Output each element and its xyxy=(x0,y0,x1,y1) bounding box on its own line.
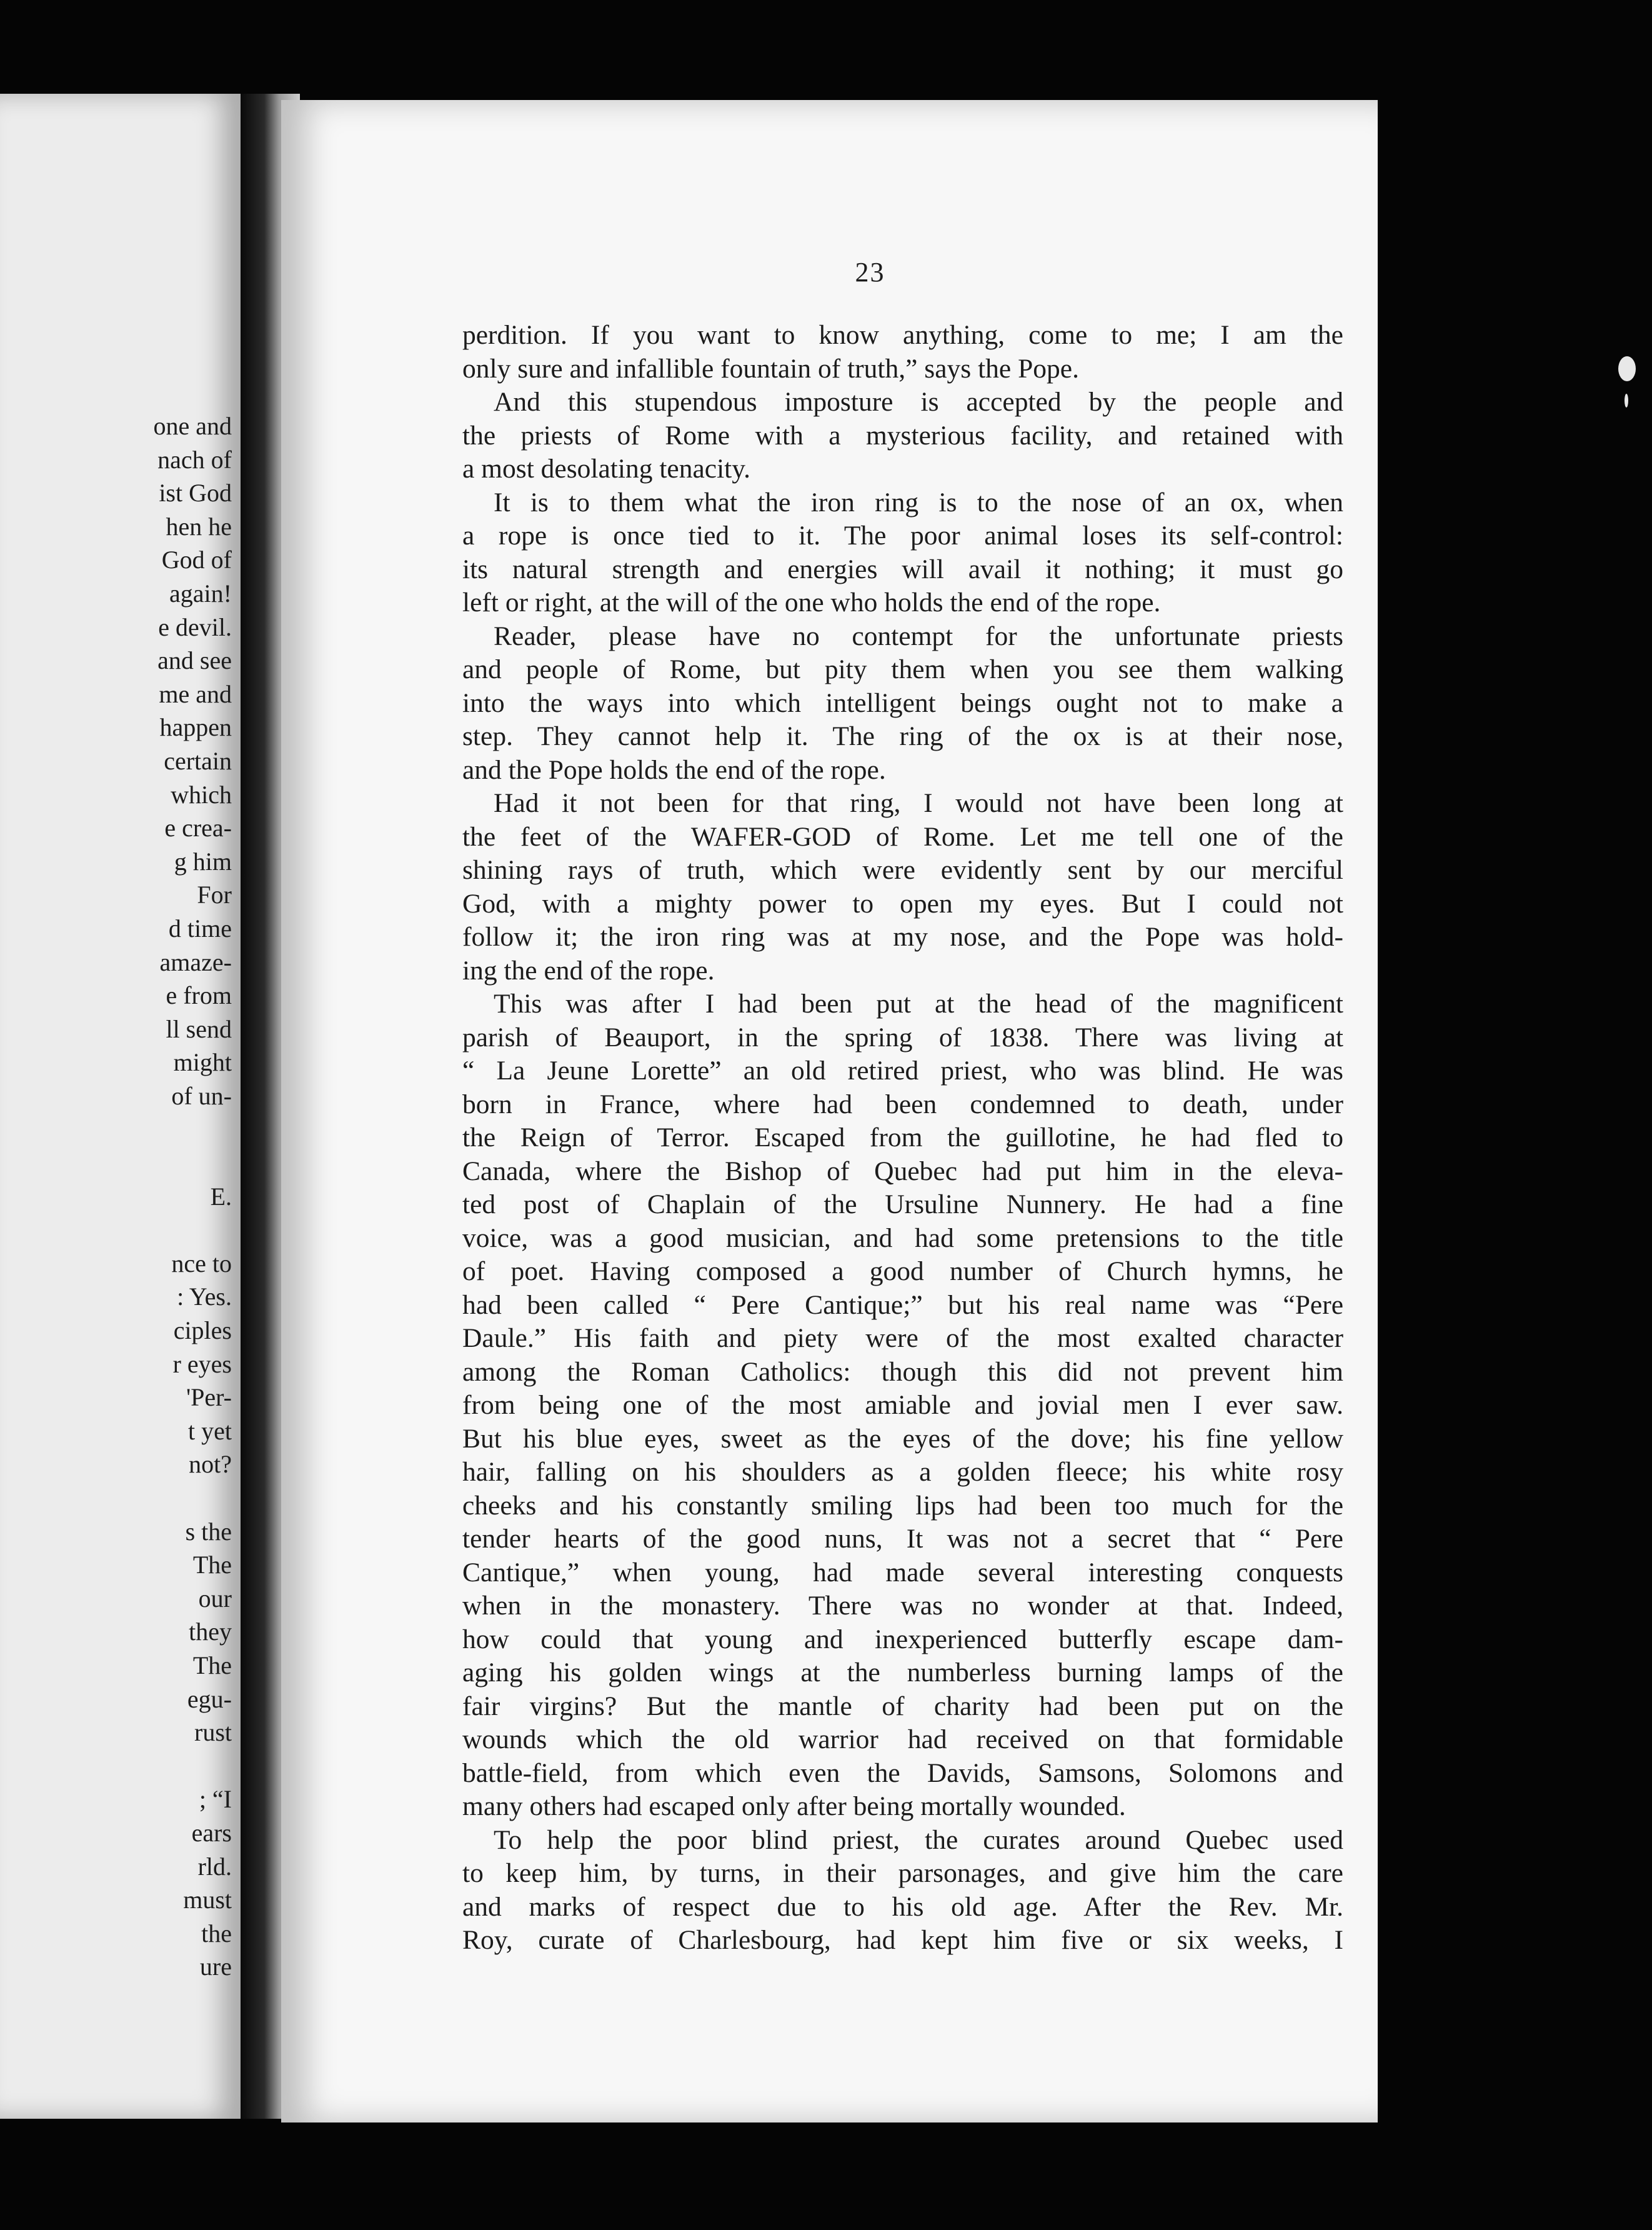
margin-speck xyxy=(1618,356,1636,381)
facing-page-line: hen he xyxy=(166,512,232,541)
facing-page-line: : Yes. xyxy=(177,1282,232,1311)
text-line: hair, falling on his shoulders as a golden fleece; his white rosy xyxy=(462,1457,1343,1487)
facing-page-line: e devil. xyxy=(158,612,232,641)
facing-page-line: certain xyxy=(164,746,232,775)
facing-page-line xyxy=(44,1213,232,1247)
text-line: cheeks and his constantly smiling lips had been too much for the xyxy=(462,1490,1343,1521)
facing-page-line: me and xyxy=(159,679,232,708)
text-line: Reader, please have no contempt for the unfortunate priests xyxy=(494,621,1343,651)
facing-page-line: nach of xyxy=(157,445,232,474)
facing-page-line: ist God xyxy=(159,479,232,508)
text-line: Roy, curate of Charlesbourg, had kept him five or six weeks, I xyxy=(462,1925,1343,1955)
text-line: Had it not been for that ring, I would not have been long at xyxy=(494,788,1343,818)
facing-page-line: God of xyxy=(161,546,232,574)
text-line: ted post of Chaplain of the Ursuline Nunnery. He had a fine xyxy=(462,1189,1343,1219)
facing-page-left xyxy=(0,94,241,2119)
facing-page-line: they xyxy=(189,1618,232,1646)
facing-page-line: might xyxy=(173,1048,232,1077)
text-line: Canada, where the Bishop of Quebec had put him in the eleva- xyxy=(462,1156,1343,1186)
text-line: its natural strength and energies will avail it nothing; it must go xyxy=(462,554,1343,584)
facing-page-line: E. xyxy=(210,1182,232,1211)
facing-page-text xyxy=(44,409,232,1984)
facing-page-line: The xyxy=(192,1551,232,1579)
text-line: when in the monastery. There was no wonder at that. Indeed, xyxy=(462,1591,1343,1621)
text-line: God, with a mighty power to open my eyes. But I could not xyxy=(462,888,1343,919)
facing-page-line xyxy=(44,1112,232,1146)
text-line: It is to them what the iron ring is to the nose of an ox, when xyxy=(494,487,1343,518)
facing-page-line: ure xyxy=(199,1952,232,1981)
facing-page-line: r eyes xyxy=(172,1349,232,1378)
text-line: And this stupendous imposture is accepted by the people and xyxy=(494,387,1343,417)
text-line: from being one of the most amiable and jovial men I ever saw. xyxy=(462,1390,1343,1420)
text-line: aging his golden wings at the numberless burning lamps of the xyxy=(462,1658,1343,1688)
text-line: ing the end of the rope. xyxy=(462,955,715,986)
facing-page-line: g him xyxy=(174,847,232,876)
facing-page-line: the xyxy=(201,1919,232,1948)
text-line: many others had escaped only after being mortally wounded. xyxy=(462,1791,1126,1821)
facing-page-line: ; “I xyxy=(199,1785,232,1814)
text-line: To help the poor blind priest, the curates around Quebec used xyxy=(494,1824,1343,1855)
facing-page-line: For xyxy=(197,881,232,909)
text-line: follow it; the iron ring was at my nose, and the Pope was hold- xyxy=(462,922,1343,952)
facing-page-line: must xyxy=(183,1886,232,1914)
facing-page-line: of un- xyxy=(171,1081,232,1110)
text-line: tender hearts of the good nuns, It was not a secret that “ Pere xyxy=(462,1524,1343,1554)
facing-page-line: e from xyxy=(166,981,232,1010)
book-page-right xyxy=(281,100,1378,2122)
facing-page-line: ciples xyxy=(173,1316,232,1345)
text-line: and people of Rome, but pity them when you see them walking xyxy=(462,654,1343,684)
text-line: born in France, where had been condemned to death, under xyxy=(462,1089,1343,1119)
text-line: “ La Jeune Lorette” an old retired priest, who was blind. He was xyxy=(462,1056,1343,1086)
facing-page-line: not? xyxy=(189,1450,232,1479)
text-line: fair virgins? But the mantle of charity had been put on the xyxy=(462,1691,1343,1721)
facing-page-line xyxy=(44,1146,232,1180)
text-line: and the Pope holds the end of the rope. xyxy=(462,754,886,785)
text-line: the Reign of Terror. Escaped from the guillotine, he had fled to xyxy=(462,1122,1343,1152)
text-line: to keep him, by turns, in their parsonages, and give him the care xyxy=(462,1858,1343,1888)
facing-page-line: The xyxy=(192,1651,232,1679)
facing-page-line: s the xyxy=(185,1517,232,1546)
facing-page-line: d time xyxy=(168,914,232,942)
text-line: left or right, at the will of the one who holds the end of the rope. xyxy=(462,588,1161,618)
text-line: among the Roman Catholics: though this did not prevent him xyxy=(462,1356,1343,1387)
text-line: a rope is once tied to it. The poor animal loses its self-control: xyxy=(462,521,1343,551)
page-number: 23 xyxy=(855,257,885,288)
facing-page-line: nce to xyxy=(171,1249,232,1278)
text-line: step. They cannot help it. The ring of the ox is at their nose, xyxy=(462,721,1343,751)
facing-page-line: our xyxy=(198,1584,232,1612)
facing-page-line: and see xyxy=(157,646,232,675)
facing-page-line: one and xyxy=(153,412,232,440)
facing-page-line: rust xyxy=(194,1718,232,1747)
text-line: parish of Beauport, in the spring of 1838. There was living at xyxy=(462,1022,1343,1052)
text-line: a most desolating tenacity. xyxy=(462,454,751,484)
facing-page-line: which xyxy=(171,780,232,809)
text-line: the priests of Rome with a mysterious facility, and retained with xyxy=(462,420,1343,451)
text-line: the feet of the WAFER-GOD of Rome. Let me tell one of the xyxy=(462,821,1343,852)
text-line: had been called “ Pere Cantique;” but his real name was “Pere xyxy=(462,1289,1343,1320)
text-line: But his blue eyes, sweet as the eyes of the dove; his fine yellow xyxy=(462,1423,1343,1454)
text-line: into the ways into which intelligent beings ought not to make a xyxy=(462,688,1343,718)
text-line: battle-field, from which even the Davids, Samsons, Solomons and xyxy=(462,1758,1343,1788)
facing-page-line: happen xyxy=(159,713,232,742)
facing-page-line: ll send xyxy=(166,1014,232,1043)
text-line: perdition. If you want to know anything, come to me; I am the xyxy=(462,320,1343,350)
facing-page-line: 'Per- xyxy=(186,1383,232,1412)
text-line: Daule.” His faith and piety were of the most exalted character xyxy=(462,1323,1343,1353)
text-line: voice, was a good musician, and had some pretensions to the title xyxy=(462,1222,1343,1253)
facing-page-line: e crea- xyxy=(164,814,232,842)
facing-page-line: t yet xyxy=(188,1416,232,1445)
facing-page-line: ears xyxy=(191,1818,232,1847)
text-line: only sure and infallible fountain of truth,” says the Pope. xyxy=(462,353,1079,384)
text-line: and marks of respect due to his old age. After the Rev. Mr. xyxy=(462,1891,1343,1922)
facing-page-line: amaze- xyxy=(159,948,232,976)
facing-page-line xyxy=(44,1749,232,1783)
facing-page-line: egu- xyxy=(187,1684,232,1713)
margin-speck xyxy=(1625,394,1628,408)
text-line: This was after I had been put at the head of the magnificent xyxy=(494,989,1343,1019)
facing-page-line xyxy=(44,1481,232,1515)
facing-page-line: rld. xyxy=(197,1852,232,1881)
text-line: shining rays of truth, which were evidently sent by our merciful xyxy=(462,855,1343,885)
text-line: how could that young and inexperienced butterfly escape dam- xyxy=(462,1624,1343,1654)
text-line: wounds which the old warrior had received on that formidable xyxy=(462,1724,1343,1754)
facing-page-line: again! xyxy=(169,579,232,608)
text-line: Cantique,” when young, had made several interesting conquests xyxy=(462,1557,1343,1588)
page-body-text xyxy=(462,319,1343,1958)
text-line: of poet. Having composed a good number of Church hymns, he xyxy=(462,1256,1343,1286)
